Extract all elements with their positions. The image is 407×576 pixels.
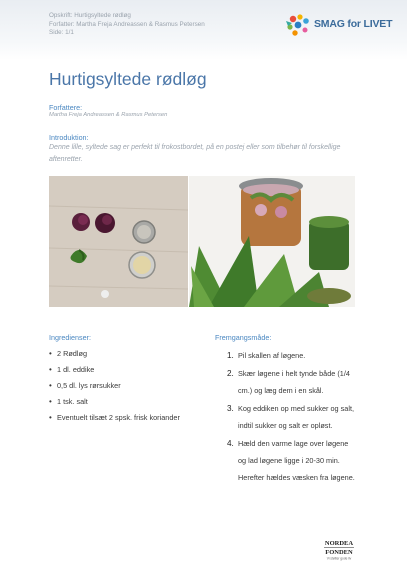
pickled-onions-photo (189, 176, 355, 307)
authors-label: Forfattere: (49, 103, 83, 112)
step-item (227, 400, 357, 434)
recipe-title: Hurtigsyltede rødløg (49, 69, 207, 89)
page-header (0, 0, 407, 60)
step-text: Kog eddiken op med sukker og salt, indtil sukker og salt er opløst. (238, 404, 355, 430)
page-number-line: Side: 1/1 (49, 29, 74, 37)
steps-label: Fremgangsmåde: (215, 333, 272, 342)
logo-text: SMAG for LIVET (314, 18, 393, 30)
author-line: Forfatter: Martha Freja Andreassen & Rasmus Petersen (49, 20, 205, 28)
ingredient-item: • Eventuelt tilsæt 2 spsk. frisk koriander (49, 412, 180, 428)
logo-line1: NORDEA (324, 540, 354, 547)
step-text: Pil skallen af løgene. (238, 351, 306, 360)
header-meta (49, 12, 205, 38)
ingredients-list (49, 348, 180, 428)
step-item (227, 435, 357, 486)
step-number: 1. (227, 351, 234, 360)
ingredient-item: • 1 tsk. salt (49, 396, 180, 412)
recipe-name-line: Opskrift: Hurtigsyltede rødløg (49, 12, 131, 19)
step-text: Hæld den varme lage over løgene og lad løgene ligge i 20-30 min. Herefter hældes væsken fra løgene. (238, 439, 355, 482)
step-item (227, 347, 357, 364)
ingredient-item: • 1 dl. eddike (49, 364, 180, 380)
step-number: 4. (227, 439, 234, 448)
authors-value: Martha Freja Andreassen & Rasmus Petersen (49, 112, 168, 118)
ingredients-label: Ingredienser: (49, 333, 91, 342)
smag-for-livet-emblem-icon (283, 12, 313, 38)
ingredients-photo (49, 176, 188, 307)
step-number: 3. (227, 404, 234, 413)
logo-line2: FONDEN (325, 549, 353, 556)
pickled-onions-photo-illustration (189, 176, 355, 307)
intro-text: Denne lille, syltede sag er perfekt til frokostbordet, på en postej eller som tilbehør til forskellige aftenretter. (49, 144, 341, 163)
ingredients-photo-illustration (49, 176, 188, 307)
nordea-fonden-logo (319, 538, 359, 562)
step-text: Skær løgene i helt tynde både (1/4 cm.) og læg dem i en skål. (238, 369, 350, 395)
intro-label: Introduktion: (49, 133, 89, 142)
nordea-fonden-logo-art (319, 538, 359, 562)
ingredient-item: • 2 Rødløg (49, 348, 180, 364)
steps-list (227, 347, 357, 487)
step-item (227, 365, 357, 399)
smag-for-livet-logo (283, 12, 393, 38)
step-number: 2. (227, 369, 234, 378)
logo-tagline: Vi støtter gode liv (326, 556, 352, 561)
ingredient-item: • 0,5 dl. lys rørsukker (49, 380, 180, 396)
